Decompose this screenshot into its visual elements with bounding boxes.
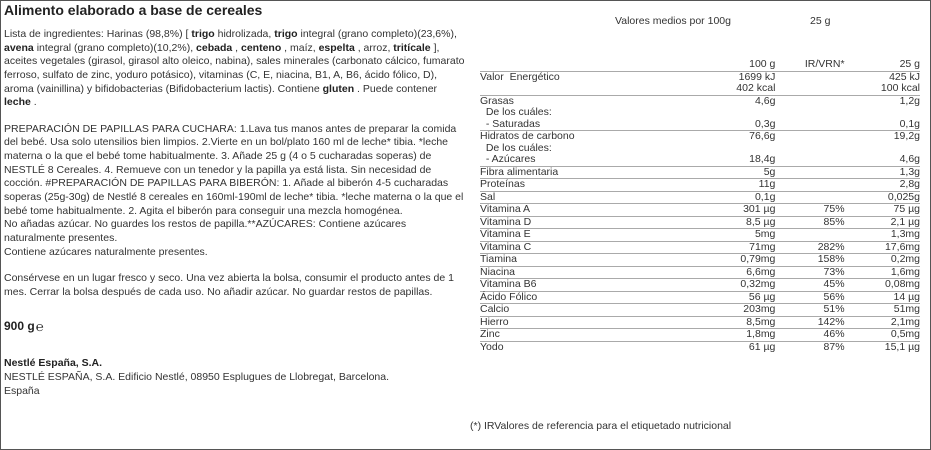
nutrition-row (480, 254, 920, 267)
nutrition-row (480, 83, 920, 95)
value-25g: 1,3mg (845, 229, 920, 242)
nutrient-name: Ácido Fólico (480, 291, 669, 304)
col-ir: IR/VRN* (804, 58, 845, 70)
value-100g: 5g (669, 166, 776, 179)
value-25g: 0,1g (899, 117, 920, 130)
value-25g: 1,3g (845, 166, 920, 179)
value-ir (775, 154, 844, 166)
value-ir (775, 95, 844, 107)
nutrition-row (480, 291, 920, 304)
value-25g: 2,8g (845, 179, 920, 192)
nutrient-name: Vitamina C (480, 241, 669, 254)
ingredient-text: . Puede contener (354, 82, 438, 95)
value-100g (669, 107, 776, 119)
nutrient-name: Zinc (480, 329, 669, 342)
ingredient-text: . (30, 96, 37, 109)
nutrient-name: Calcio (480, 304, 669, 317)
nutrition-row (480, 154, 920, 166)
value-100g: 5mg (669, 229, 776, 242)
value-ir (775, 83, 844, 95)
nutrition-header-label: Valores medios por 100g (615, 15, 731, 27)
value-ir: 87% (775, 341, 844, 353)
value-25g: 425 kJ (845, 71, 920, 83)
value-ir: 46% (775, 329, 844, 342)
nutrition-row (480, 191, 920, 204)
value-25g: 75 µg (845, 204, 920, 217)
allergen-text: centeno (240, 41, 282, 54)
value-100g: 18,4g (749, 153, 776, 165)
nutrition-row (480, 119, 920, 131)
ingredient-text: Lista de ingredientes: Harinas (98,8%) [ (4, 28, 192, 40)
ingredient-text: , arroz, (354, 41, 394, 54)
value-100g: 8,5 µg (669, 216, 776, 229)
ingredient-text: hidrolizada, (214, 28, 275, 40)
ingredient-text: , maíz, (281, 41, 319, 54)
nutrient-name: Proteínas (480, 179, 669, 192)
nutrition-table (480, 59, 920, 353)
value-25g: 17,6mg (845, 241, 920, 254)
nutrition-row (480, 304, 920, 317)
value-100g: 56 µg (669, 291, 776, 304)
value-ir (775, 71, 844, 83)
ingredient-text: integral (grano completo)(23,6%), (297, 28, 457, 40)
value-ir (775, 107, 844, 119)
company-name: Nestlé España, S.A. (4, 357, 103, 370)
nutrition-footnote: (*) IRValores de referencia para el etiquetado nutricional (470, 420, 732, 432)
value-ir (775, 229, 844, 242)
value-25g: 15,1 µg (845, 341, 920, 353)
value-100g: 0,3g (754, 117, 776, 130)
value-25g: 2,1 µg (845, 216, 920, 229)
nutrient-name: De los cuáles: (480, 141, 552, 154)
value-ir: 75% (775, 204, 844, 217)
nutrition-row (480, 229, 920, 242)
value-25g: 14 µg (845, 291, 920, 304)
allergen-text: trigo (191, 28, 215, 40)
nutrient-name: Vitamina D (480, 216, 669, 229)
warning-text: No añadas azúcar. No guardes los restos de papilla.**AZÚCARES: Contiene azúcares naturalmente presentes. (4, 218, 407, 244)
nutrient-name: Fibra alimentaria (480, 166, 669, 179)
nutrition-col-headers (480, 59, 920, 71)
nutrient-name: Hierro (480, 316, 669, 329)
value-100g: 0,1g (669, 191, 776, 204)
sugars-note: Contiene azúcares naturalmente presentes. (4, 245, 208, 258)
ingredient-text: integral (grano completo)(10,2%), (33, 41, 197, 54)
value-100g: 4,6g (669, 95, 776, 107)
company-country: España (4, 384, 40, 397)
value-ir: 73% (775, 266, 844, 279)
nutrient-name: Sal (480, 191, 669, 204)
value-100g: 71mg (669, 241, 776, 254)
value-100g: 1,8mg (669, 329, 776, 342)
value-100g: 1699 kJ (669, 71, 776, 83)
nutrition-row (480, 179, 920, 192)
col-100g: 100 g (749, 58, 776, 70)
nutrition-row (480, 143, 920, 155)
nutrient-name: Valor Energético (480, 71, 669, 83)
value-100g: 402 kcal (736, 82, 776, 94)
preparation-text: PREPARACIÓN DE PAPILLAS PARA CUCHARA: 1.Lava tus manos antes de preparar la comida del bebé. Usa solo utensilios bien limpios. 2.Vierte en un bol/plato 160 ml de leche* tibia. *leche materna o la que el bebé tome habitualmente. 3. Añade 25 g (4 o 5 cucharadas soperas) de NESTLÉ 8 Cereales. 4. Remueve con un tenedor y la papilla ya está lista. Sin necesidad de cocción. #PREPARACIÓN DE PAPILLAS PARA BIBERÓN: 1. Añade al biberón 4-5 cucharadas soperas (25g-30g) de Nestlé 8 cereales en 160ml-190ml de leche* tibia. *leche materna o la que el bebé tome habitualmente. 2. Agita el biberón para conseguir una mezcla homogénea. (4, 122, 464, 217)
nutrient-name: Yodo (480, 341, 669, 353)
nutrition-row (480, 279, 920, 292)
nutrient-name: Vitamina A (480, 204, 669, 217)
value-25g: 19,2g (845, 131, 920, 143)
nutrition-row (480, 204, 920, 217)
nutrient-name: De los cuáles: (480, 106, 552, 118)
value-25g: 0,08mg (845, 279, 920, 292)
value-100g: 61 µg (669, 341, 776, 353)
allergen-text: espelta (318, 41, 355, 54)
nutrition-row (480, 266, 920, 279)
value-25g: 0,5mg (845, 329, 920, 342)
nutrition-row (480, 131, 920, 143)
ingredients-text (4, 28, 466, 110)
value-25g: 0,2mg (845, 254, 920, 267)
estimated-sign-icon: ℮ (35, 318, 44, 334)
nutrient-name: Hidratos de carbono (480, 131, 669, 143)
allergen-text: cebada (196, 41, 233, 54)
allergen-text: avena (4, 41, 34, 54)
value-25g: 0,025g (845, 191, 920, 204)
value-ir: 85% (775, 216, 844, 229)
value-25g: 100 kcal (880, 82, 920, 94)
product-title: Alimento elaborado a base de cereales (4, 2, 263, 18)
nutrition-row (480, 329, 920, 342)
allergen-text: tritícale (393, 41, 431, 54)
allergen-text: trigo (274, 28, 298, 40)
ingredient-text: , (232, 41, 241, 54)
allergen-text: gluten (322, 82, 355, 95)
nutrient-name: - Azúcares (480, 153, 536, 165)
value-ir: 142% (775, 316, 844, 329)
net-weight-value: 900 g (4, 319, 35, 334)
nutrient-name: - Saturadas (480, 117, 541, 130)
nutrition-row (480, 71, 920, 83)
value-ir (775, 131, 844, 143)
value-25g: 2,1mg (845, 316, 920, 329)
value-ir (775, 191, 844, 204)
nutrition-row (480, 216, 920, 229)
value-100g: 0,79mg (669, 254, 776, 267)
value-ir: 282% (775, 241, 844, 254)
nutrition-header-portion: 25 g (810, 15, 831, 27)
storage-text: Consérvese en un lugar fresco y seco. Una vez abierta la bolsa, consumir el producto antes de 1 mes. Cerrar la bolsa después de cada uso. No añadir azúcar. No guardar restos de papillas. (4, 272, 454, 298)
value-100g: 301 µg (669, 204, 776, 217)
value-25g: 51mg (845, 304, 920, 317)
nutrient-name: Tiamina (480, 254, 669, 267)
col-25g: 25 g (899, 58, 920, 70)
value-ir (775, 119, 844, 131)
nutrition-row (480, 316, 920, 329)
net-weight (4, 319, 466, 336)
value-25g: 1,2g (845, 95, 920, 107)
value-25g: 4,6g (899, 153, 920, 165)
nutrient-name: Niacina (480, 266, 669, 279)
left-column (4, 28, 466, 398)
ingredient-text: ], aceites vegetales (girasol, girasol alto oleico, nabina), sales minerales (carbonato cálcico, fumarato ferroso, sulfato de zinc, yoduro potásico), vitaminas (C, E, niacina, B1, A, B6, ácido fólico, D), aroma (vainillina) y bifidobacterias (Bifidobacterium lactis). Contiene (4, 41, 465, 95)
company-address: NESTLÉ ESPAÑA, S.A. Edificio Nestlé, 08950 Esplugues de Llobregat, Barcelona. (4, 371, 390, 384)
value-100g: 76,6g (669, 131, 776, 143)
nutrition-row (480, 341, 920, 353)
value-ir: 45% (775, 279, 844, 292)
value-ir (775, 143, 844, 155)
value-100g: 0,32mg (669, 279, 776, 292)
value-100g: 6,6mg (669, 266, 776, 279)
value-100g: 8,5mg (669, 316, 776, 329)
value-25g: 1,6mg (845, 266, 920, 279)
allergen-text: leche (4, 96, 31, 109)
nutrient-name (480, 83, 669, 95)
value-100g: 203mg (669, 304, 776, 317)
value-ir (775, 179, 844, 192)
value-100g: 11g (669, 179, 776, 192)
value-ir (775, 166, 844, 179)
value-ir: 158% (775, 254, 844, 267)
value-ir: 56% (775, 291, 844, 304)
value-25g (845, 107, 920, 119)
nutrient-name: Grasas (480, 95, 669, 107)
value-ir: 51% (775, 304, 844, 317)
nutrient-name: Vitamina E (480, 229, 669, 242)
nutrition-row (480, 166, 920, 179)
nutrition-row (480, 107, 920, 119)
nutrient-name: Vitamina B6 (480, 279, 669, 292)
nutrition-row (480, 241, 920, 254)
